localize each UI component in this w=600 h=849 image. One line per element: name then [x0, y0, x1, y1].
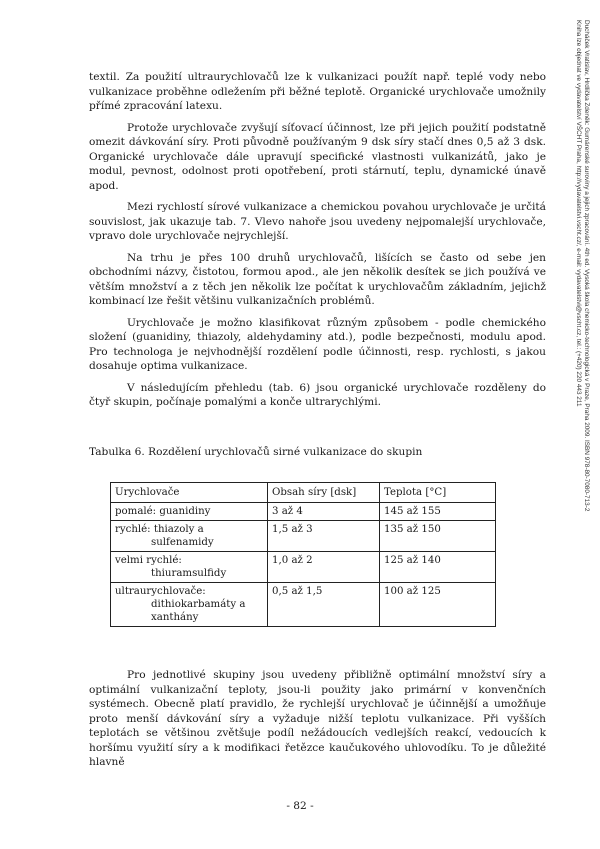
accelerator-cell — [111, 503, 268, 521]
accelerator-subtype: sulfenamidy — [151, 537, 214, 548]
paragraph-1: textil. Za použití ultraurychlovačů lze k vulkanizaci použít např. teplé vody nebo vulkanizace proběhne odležením při běžné teplotě. Organické urychlovače umožnily přímé zpracování latexu. — [89, 71, 546, 112]
temperature-cell: 135 až 150 — [380, 521, 496, 552]
body-text-top — [89, 70, 546, 417]
header-accelerators: Urychlovače — [111, 483, 268, 503]
page-number: - 82 - — [286, 800, 314, 812]
temperature-cell: 125 až 140 — [380, 552, 496, 583]
paragraph-6: V následujícím přehledu (tab. 6) jsou organické urychlovače rozděleny do čtyř skupin, počínaje pomalými a konče ultrarychlými. — [89, 381, 546, 408]
table-header-row — [111, 483, 496, 503]
citation-line-2: Kniha lze objednat ve vydavatelství VŠCHT Praha, http://vydavatelstvi.vscht.cz/, e-mail: vydavatelstvi@vscht.cz, tel.: (+420) 220 443 211 — [575, 20, 582, 407]
accelerator-category: velmi rychlé: — [115, 555, 182, 566]
temperature-cell: 100 až 125 — [380, 583, 496, 627]
accelerator-cell — [111, 583, 268, 627]
table-row — [111, 583, 496, 627]
temperature-cell: 145 až 155 — [380, 503, 496, 521]
side-citation — [560, 20, 590, 660]
accelerator-cell — [111, 521, 268, 552]
accelerator-category: ultraurychlovače: — [115, 586, 206, 597]
header-sulfur-content: Obsah síry [dsk] — [268, 483, 380, 503]
table-row — [111, 521, 496, 552]
accelerator-subtype: thiuramsulfidy — [151, 568, 227, 579]
sulfur-cell: 3 až 4 — [268, 503, 380, 521]
paragraph-5: Urychlovače je možno klasifikovat různým způsobem - podle chemického složení (guanidiny, thiazoly, aldehydaminy atd.), podle bezpečnosti, modulu apod. Pro technologa je nejvhodnější rozdělení podle účinnosti, resp. rychlosti, s jakou dosahuje optima vulkanizace. — [89, 316, 546, 372]
sulfur-cell: 1,0 až 2 — [268, 552, 380, 583]
citation-line-1: Ducháček Vratislav, Hrdlička Zdeněk: Gumárenské suroviny a jejich zpracování. 4th ed. Vysoká škola chemicko-technologická v Praze, Praha 2009. ISBN 978-80-7080-713-2 — [583, 20, 590, 512]
accelerator-subtype: dithiokarbamáty a xanthány — [151, 599, 246, 623]
paragraph-2: Protože urychlovače zvyšují síťovací účinnost, lze při jejich použití podstatně omezit dávkování síry. Proti původně používaným 9 dsk síry stačí dnes 0,5 až 3 dsk. Organické urychlovače dále upravují specifické vlastnosti vulkanizátů, jako je modul, pevnost, odolnost proti opotřebení, proti stárnutí, teplu, dynamické únavě apod. — [89, 121, 546, 192]
header-temperature: Teplota [°C] — [380, 483, 496, 503]
paragraph-4: Na trhu je přes 100 druhů urychlovačů, lišících se často od sebe jen obchodními názvy, čistotou, formou apod., ale jen několik desítek se jich používá ve větším množství a z těch jen několik lze počítat k urychlovačům základním, jejichž kombinací lze řešit většinu vulkanizačních problémů. — [89, 251, 546, 307]
paragraph-3: Mezi rychlostí sírové vulkanizace a chemickou povahou urychlovače je určitá souvislost, jak ukazuje tab. 7. Vlevo nahoře jsou uvedeny nejpomalejší urychlovače, vpravo dole urychlovače nejrychlejší. — [89, 201, 546, 242]
table-row — [111, 503, 496, 521]
accelerator-category: pomalé: guanidiny — [115, 506, 211, 517]
accelerator-table — [110, 482, 496, 627]
body-text-bottom — [89, 668, 546, 770]
paragraph-7: Pro jednotlivé skupiny jsou uvedeny přibližně optimální množství síry a optimální vulkanizační teploty, jsou-li použity jako primární v konvenčních systémech. Obecně platí pravidlo, že rychlejší urychlovač je účinnější a umožňuje proto menší dávkování síry a vyžaduje nižší teplotu vulkanizace. Při vyšších teplotách se většinou zvětšuje podíl nežádoucích vedlejších reakcí, vedoucích k horšímu využití síry a k modifikaci řetězce kaučukového uhlovodíku. To je důležité hlavně — [89, 669, 546, 768]
table-caption: Tabulka 6. Rozdělení urychlovačů sirné vulkanizace do skupin — [89, 446, 423, 458]
table-row — [111, 552, 496, 583]
accelerator-category: rychlé: thiazoly a — [115, 524, 204, 535]
sulfur-cell: 1,5 až 3 — [268, 521, 380, 552]
accelerator-cell — [111, 552, 268, 583]
sulfur-cell: 0,5 až 1,5 — [268, 583, 380, 627]
